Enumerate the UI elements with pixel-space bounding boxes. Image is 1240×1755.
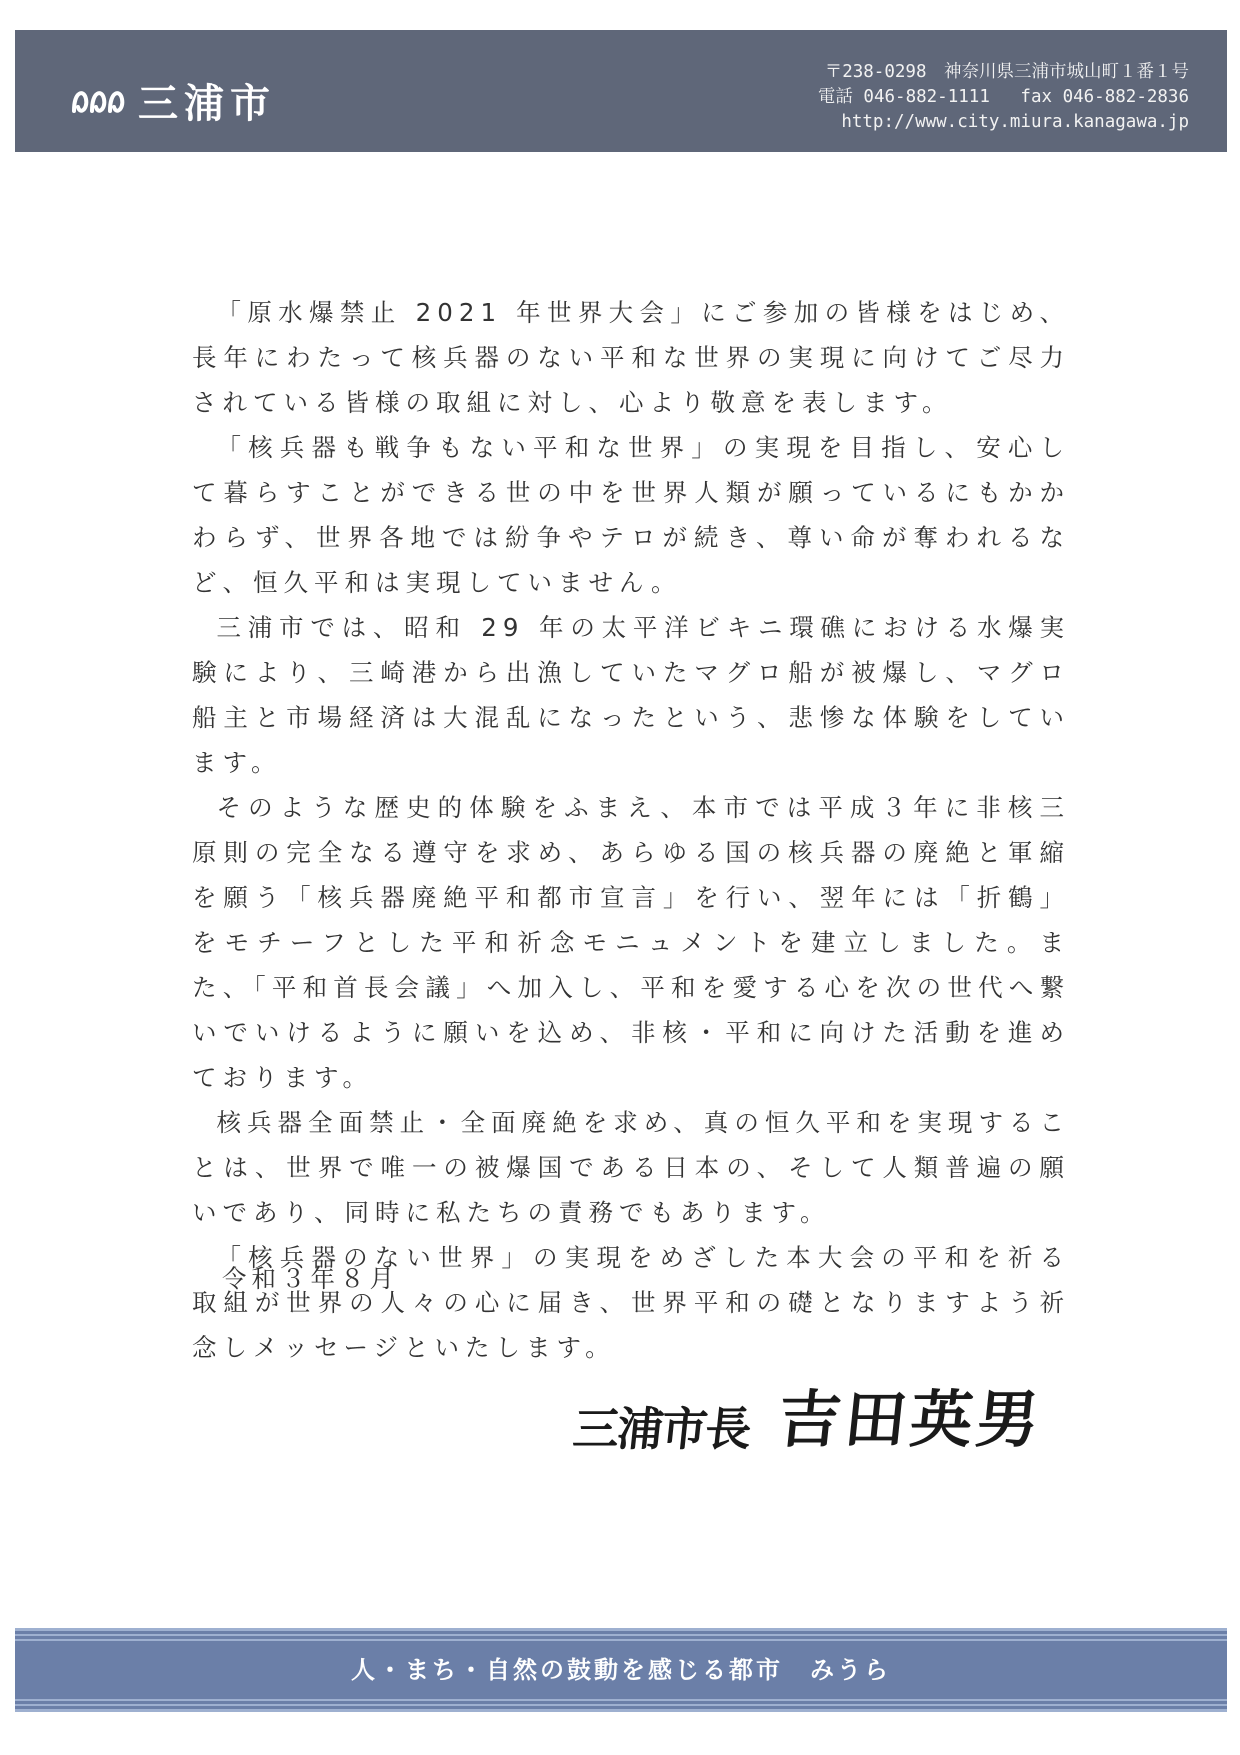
- phone-label: 電話: [817, 87, 853, 107]
- city-name: 三浦市: [138, 81, 276, 127]
- footer-band: [15, 1628, 1227, 1712]
- paragraph-2: 「核兵器も戦争もない平和な世界」の実現を目指し、安心して暮らすことができる世の中を世界人類が願っているにもかかわらず、世界各地では紛争やテロが続き、尊い命が奪われるなど、恒久平和は実現していません。: [192, 433, 1070, 597]
- letterhead-header: [15, 30, 1227, 152]
- website-url: http://www.city.miura.kanagawa.jp: [841, 112, 1189, 132]
- paragraph-1: 「原水爆禁止 2021 年世界大会」にご参加の皆様をはじめ、長年にわたって核兵器のない平和な世界の実現に向けてご尽力されている皆様の取組に対し、心より敬意を表します。: [192, 298, 1070, 417]
- letter-date: 令和３年８月: [222, 1264, 399, 1293]
- mayor-signature: [570, 1370, 1047, 1459]
- fax-number: 046-882-2836: [1062, 87, 1189, 107]
- phone-number: 046-882-1111: [863, 87, 990, 107]
- address: 〒238-0298 神奈川県三浦市城山町１番１号: [824, 62, 1189, 82]
- paragraph-6: 「核兵器のない世界」の実現をめざした本大会の平和を祈る取組が世界の人々の心に届き、世界平和の礎となりますよう祈念しメッセージといたします。: [192, 1243, 1070, 1362]
- paragraph-5: 核兵器全面禁止・全面廃絶を求め、真の恒久平和を実現することは、世界で唯一の被爆国である日本の、そして人類普遍の願いであり、同時に私たちの責務でもあります。: [192, 1108, 1070, 1227]
- city-logo: [70, 72, 276, 129]
- fax-label: fax: [1020, 87, 1053, 107]
- city-slogan: 人・まち・自然の鼓動を感じる都市 みうら: [351, 1656, 891, 1684]
- paragraph-4: そのような歴史的体験をふまえ、本市では平成３年に非核三原則の完全なる遵守を求め、あらゆる国の核兵器の廃絶と軍縮を願う「核兵器廃絶平和都市宣言」を行い、翌年には「折鶴」をモチーフとした平和祈念モニュメントを建立しました。また、「平和首長会議」へ加入し、平和を愛する心を次の世代へ繋いでいけるように願いを込め、非核・平和に向けた活動を進めております。: [192, 793, 1070, 1092]
- signature-title: 三浦市長: [570, 1402, 753, 1456]
- phone-fax-line: [818, 85, 1189, 110]
- city-emblem-icon: [70, 81, 130, 121]
- signature-name: 吉田英男: [774, 1383, 1047, 1456]
- letter-body: [192, 290, 1070, 1370]
- paragraph-3: 三浦市では、昭和 29 年の太平洋ビキニ環礁における水爆実験により、三崎港から出漁していたマグロ船が被爆し、マグロ船主と市場経済は大混乱になったという、悲惨な体験をしています。: [192, 613, 1070, 777]
- contact-info: [818, 60, 1189, 135]
